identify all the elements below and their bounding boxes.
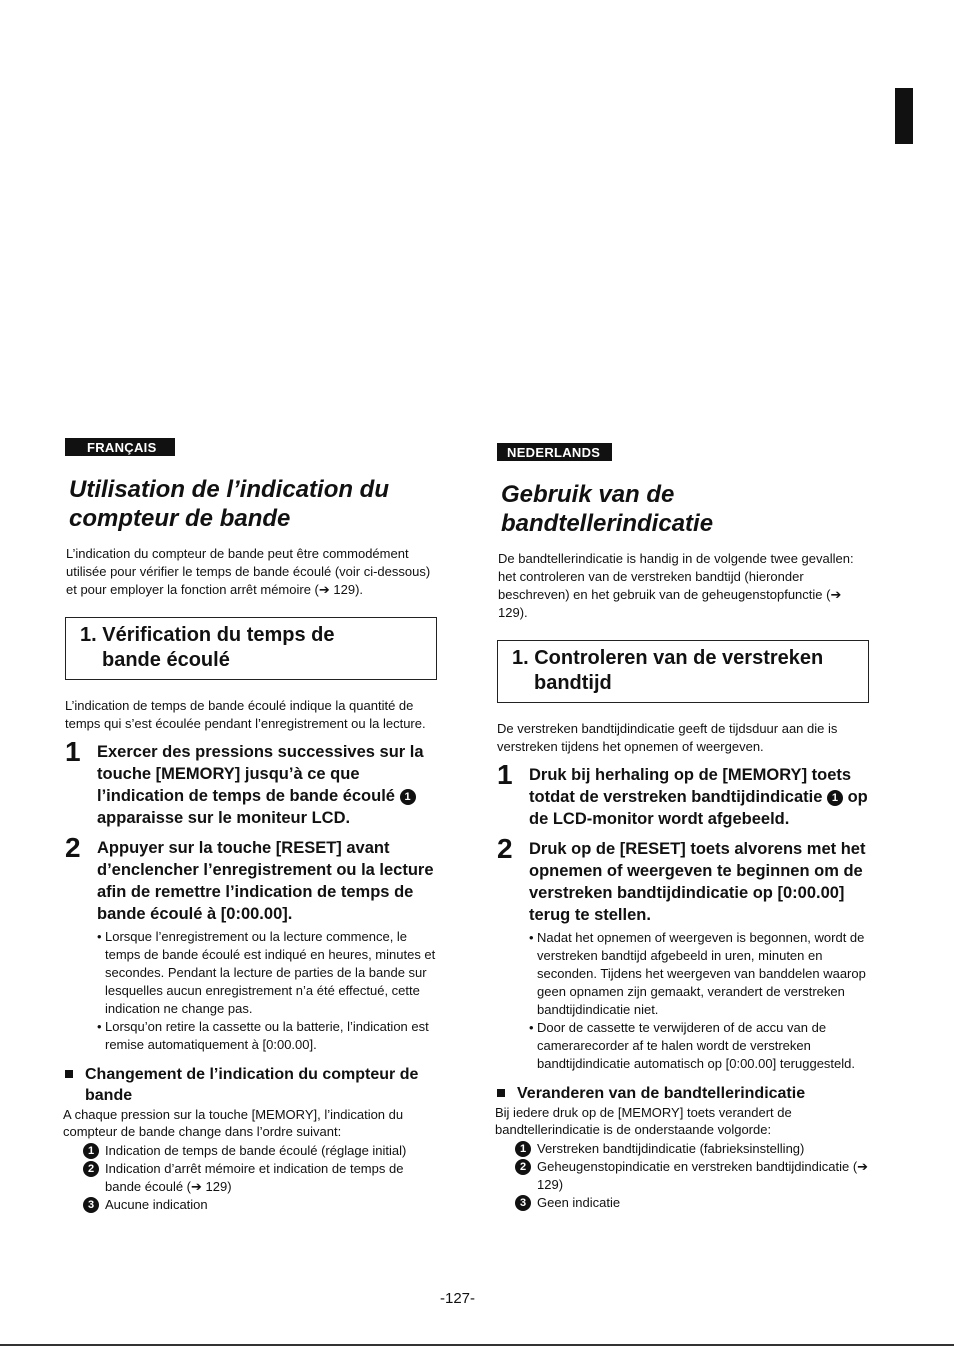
language-tag-fr: FRANÇAIS [65,438,175,456]
circled-number-icon: 1 [400,789,416,805]
list-item: • Nadat het opnemen of weergeven is begonnen, wordt de verstreken bandtijd afgebeeld in uren, minuten en seconden. Tijdens het weergeven van banddelen waarop geen opnamen zijn gemaakt, verandert de verstreken bandtijdindicatie niet. [529,929,869,1019]
step-1-nl: 1 Druk bij herhaling op de [MEMORY] toets totdat de verstreken bandtijdindicatie 1 op de LCD-monitor wordt afgebeeld. [497,759,868,828]
intro-fr: L’indication du compteur de bande peut être commodément utilisée pour vérifier le temps de bande écoulé (voir ci-dessous) et pour employer la fonction arrêt mémoire (➔ 129). [66,546,431,597]
step-number: 2 [497,833,513,864]
page-number: -127- [440,1290,476,1307]
circled-number-icon: 1 [515,1141,531,1157]
step-1-fr: 1 Exercer des pressions successives sur la touche [MEMORY] jusqu’à ce que l’indication de temps de bande écoulé 1 apparaisse sur le moniteur LCD. [65,736,424,827]
square-bullet-icon [497,1089,505,1097]
circled-number-icon: 3 [515,1195,531,1211]
step-2-fr: 2 Appuyer sur la touche [RESET] avant d’enclencher l’enregistrement ou la lecture afin de remettre l’indication de temps de bande écoulé à [0:00.00]. • Lorsque l’enregistrement ou la lecture commence, le temps de bande écoulé est indiqué en heures, minutes et secondes. Pendant la lecture de parties de la bande sur lesquelles aucun enregistrement n’a été effectué, cette indication ne change pas. • Lorsqu’on retire la cassette ou la batterie, l’indication est remise automatiquement à [0:00.00]. [65,837,437,1054]
sub-body-nl: Bij iedere druk op de [MEMORY] toets verandert de bandtellerindicatie is de onderstaande volgorde: [495,1105,792,1137]
counter-modes-nl [515,1140,869,1212]
section-body-fr: L’indication de temps de bande écoulé indique la quantité de temps qui s’est écoulée pendant l’enregistrement ou la lecture. [65,698,426,731]
intro-nl: De bandtellerindicatie is handig in de volgende twee gevallen: het controleren van de verstreken bandtijd (hieronder beschreven) en het gebruik van de geheugenstopfunctie (➔ 129). [498,551,854,620]
section-heading-fr: 1. Vérification du temps de bande écoulé [65,617,437,680]
sub-body-fr: A chaque pression sur la touche [MEMORY], l’indication du compteur de bande change dans l’ordre suivant: [63,1107,404,1139]
step-number: 2 [65,832,81,863]
square-bullet-icon [65,1070,73,1078]
bottom-rule [0,1344,954,1346]
circled-number-icon: 3 [83,1197,99,1213]
dutch-column [497,443,869,1212]
list-item: • Lorsqu’on retire la cassette ou la batterie, l’indication est remise automatiquement à [0:00.00]. [97,1018,437,1054]
notes-fr [97,928,437,1054]
french-column [65,438,437,1214]
sub-heading-fr: Changement de l’indication du compteur de bande [65,1064,437,1106]
list-item: 3 Aucune indication [83,1196,437,1214]
title-fr: Utilisation de l’indication du compteur de bande [69,476,390,532]
step-2-nl: 2 Druk op de [RESET] toets alvorens met het opnemen of weergeven te beginnen om de verstreken bandtijdindicatie op [0:00.00] terug te stellen. • Nadat het opnemen of weergeven is begonnen, wordt de verstreken bandtijd afgebeeld in uren, minuten en seconden. Tijdens het weergeven van banddelen waarop geen opnamen zijn gemaakt, verandert de verstreken bandtijdindicatie niet. • Door de cassette te verwijderen of de accu van de camerarecorder af te halen wordt de verstreken bandtijdindicatie automatisch op [0:00.00] teruggesteld. [497,838,869,1073]
counter-modes-fr [83,1142,437,1214]
language-tag-nl: NEDERLANDS [497,443,612,461]
list-item: 1 Verstreken bandtijdindicatie (fabrieksinstelling) [515,1140,869,1158]
circled-number-icon: 2 [83,1161,99,1177]
list-item: • Door de cassette te verwijderen of de accu van de camerarecorder af te halen wordt de verstreken bandtijdindicatie automatisch op [0:00.00] teruggesteld. [529,1019,869,1073]
list-item: • Lorsque l’enregistrement ou la lecture commence, le temps de bande écoulé est indiqué en heures, minutes et secondes. Pendant la lecture de parties de la bande sur lesquelles aucun enregistrement n’a été effectué, cette indication ne change pas. [97,928,437,1018]
circled-number-icon: 2 [515,1159,531,1175]
list-item: 2 Geheugenstopindicatie en verstreken bandtijdindicatie (➔ 129) [515,1158,869,1194]
title-nl: Gebruik van de bandtellerindicatie [501,481,714,537]
list-item: 3 Geen indicatie [515,1194,869,1212]
step-number: 1 [65,736,81,767]
step-number: 1 [497,759,513,790]
circled-number-icon: 1 [83,1143,99,1159]
circled-number-icon: 1 [827,790,843,806]
notes-nl [529,929,869,1073]
section-heading-nl: 1. Controleren van de verstreken bandtijd [497,640,869,703]
page-edge-marker [895,88,913,144]
list-item: 1 Indication de temps de bande écoulé (réglage initial) [83,1142,437,1160]
sub-heading-nl: Veranderen van de bandtellerindicatie [497,1083,869,1104]
list-item: 2 Indication d’arrêt mémoire et indication de temps de bande écoulé (➔ 129) [83,1160,437,1196]
section-body-nl: De verstreken bandtijdindicatie geeft de tijdsduur aan die is verstreken tijdens het opnemen of weergeven. [497,721,838,754]
